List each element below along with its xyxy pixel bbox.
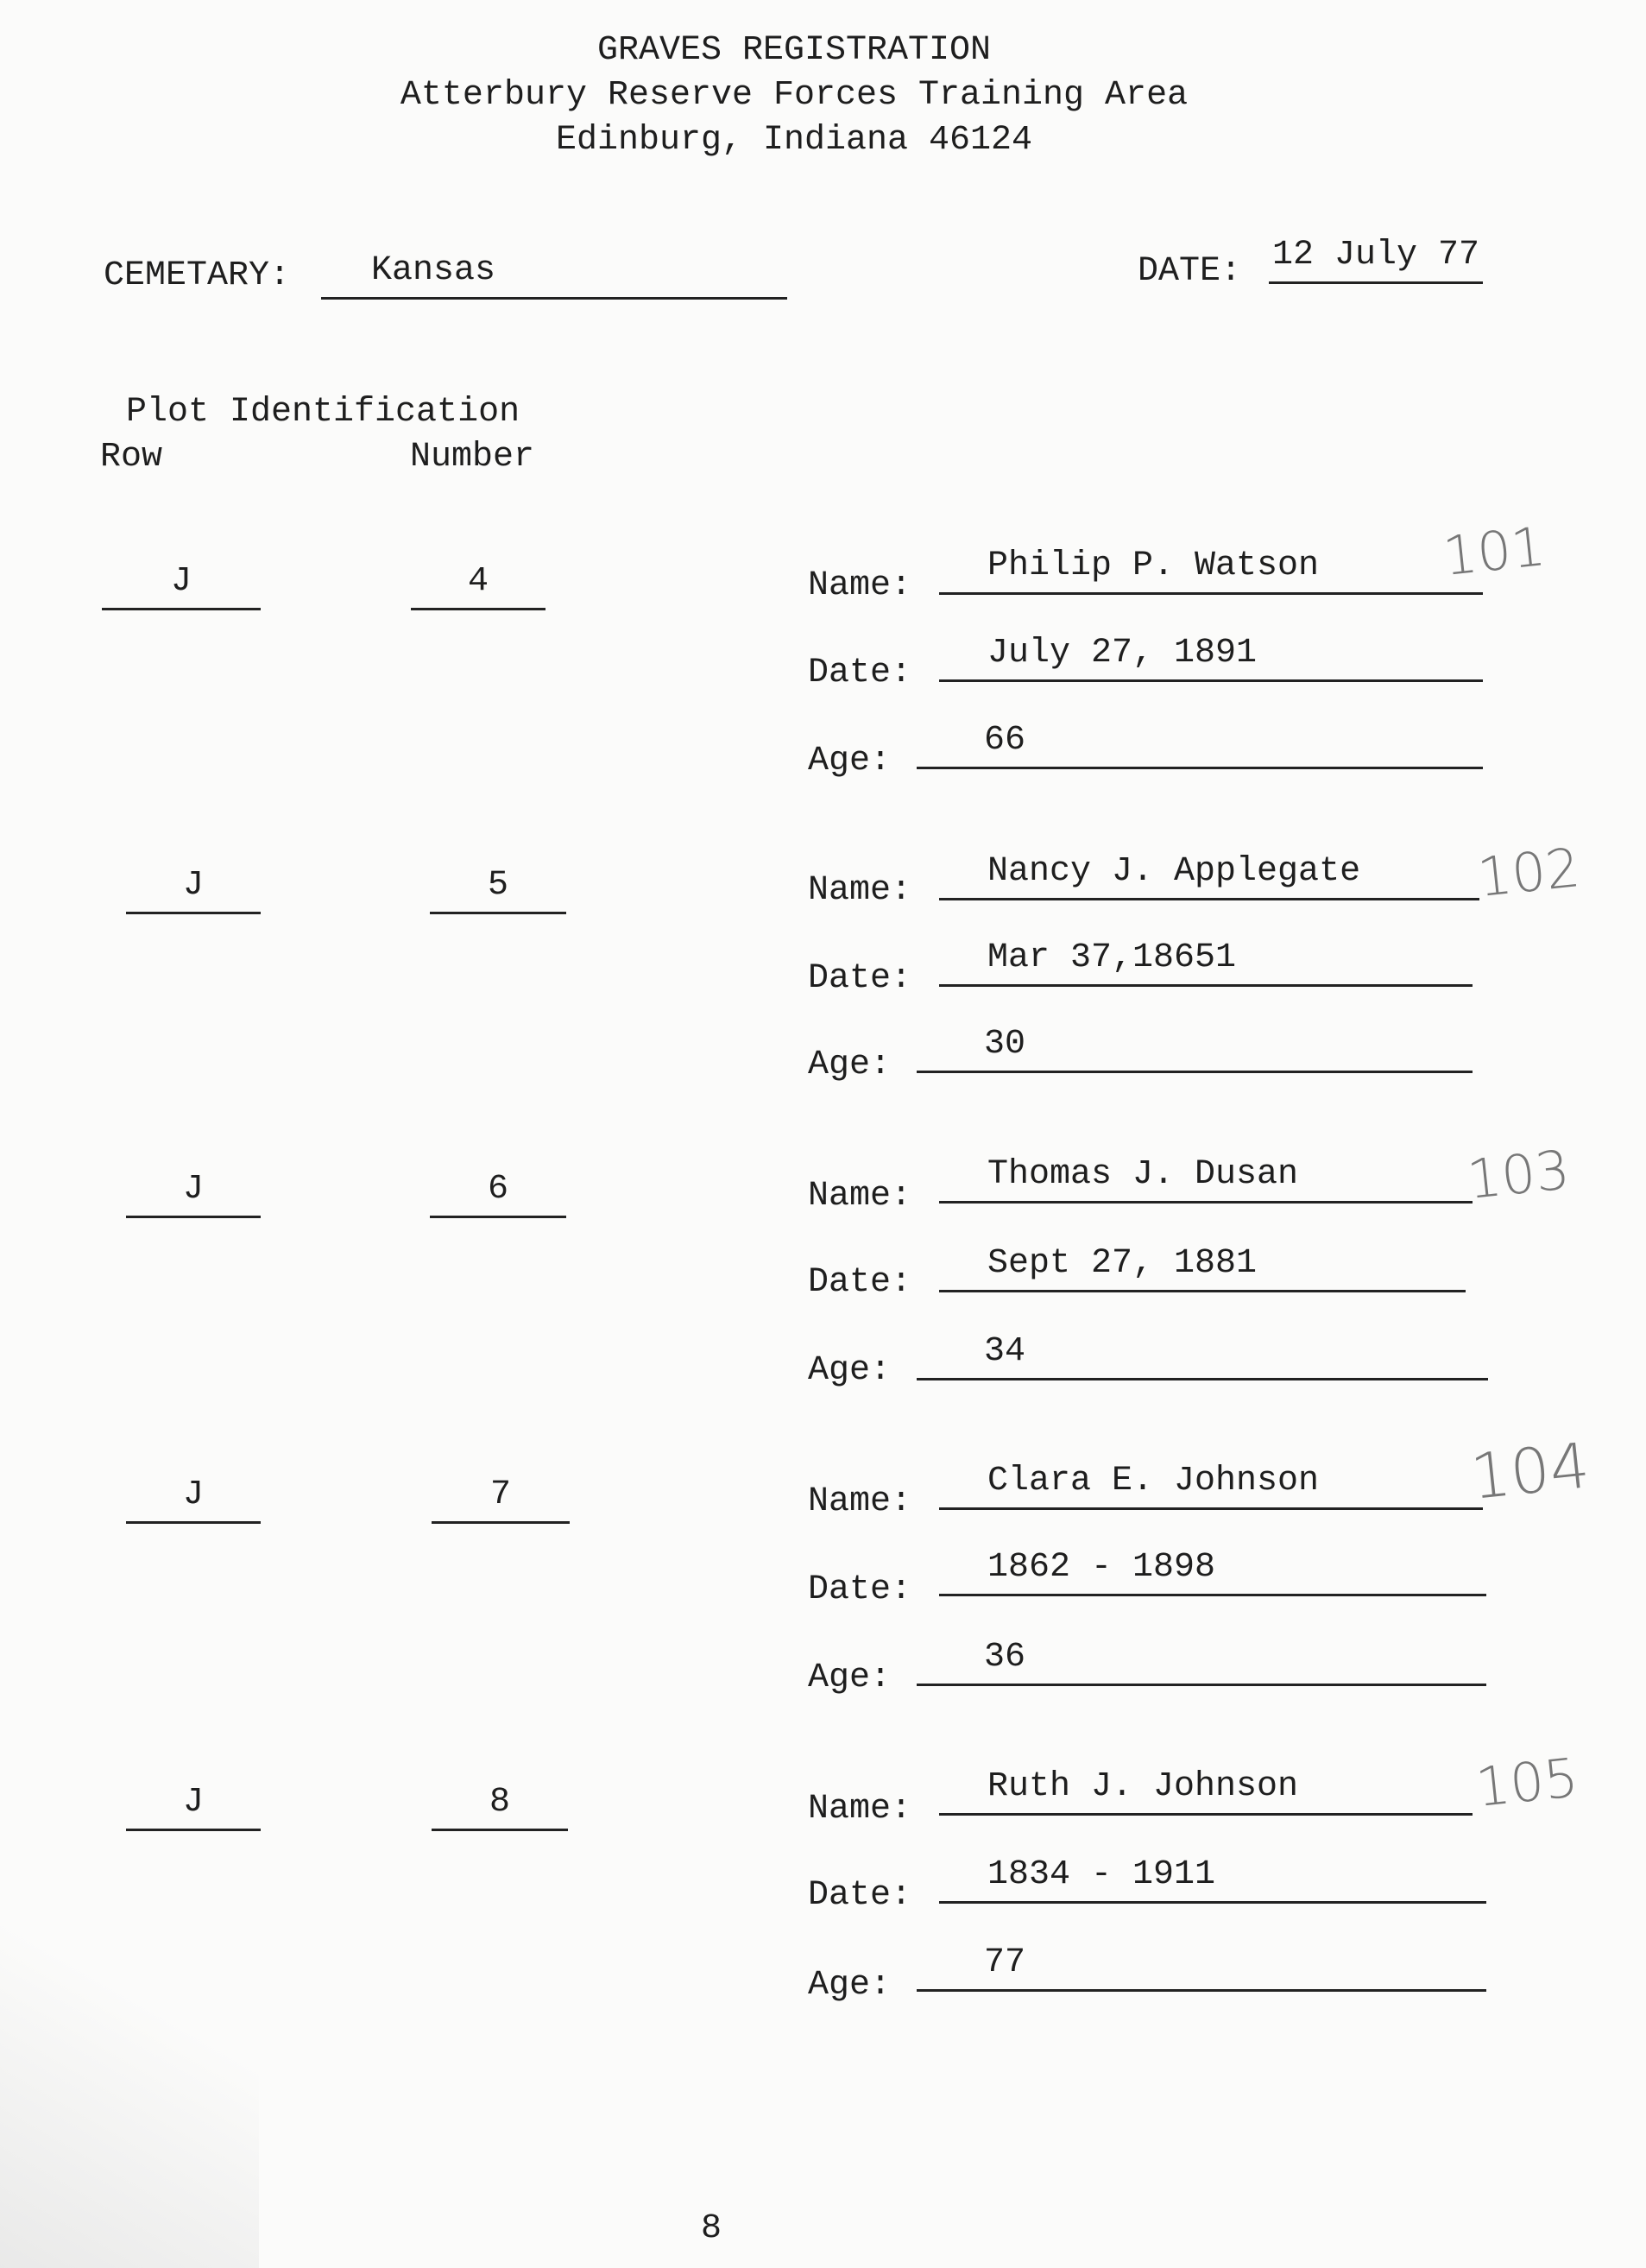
scan-shadow — [0, 1836, 259, 2268]
name-label: Name: — [808, 1482, 912, 1521]
cemetery-label: CEMETARY: — [104, 256, 291, 295]
date-label: Date: — [808, 1876, 912, 1915]
name-value: Philip P. Watson — [987, 546, 1320, 585]
name-value: Clara E. Johnson — [987, 1462, 1320, 1500]
row-value: J — [182, 866, 204, 905]
date-value: Sept 27, 1881 — [987, 1244, 1258, 1283]
date-value: July 27, 1891 — [987, 634, 1258, 673]
date-field — [939, 1548, 1486, 1596]
row-field — [126, 1783, 261, 1831]
number-field — [432, 1475, 570, 1524]
name-label: Name: — [808, 871, 912, 910]
date-label: Date: — [808, 1570, 912, 1609]
date-label: DATE: — [1138, 252, 1242, 291]
name-field — [939, 852, 1479, 900]
age-label: Age: — [808, 1658, 892, 1697]
row-field — [126, 866, 261, 914]
age-field — [917, 1943, 1486, 1992]
number-field — [411, 562, 546, 610]
date-field — [939, 1855, 1486, 1904]
age-value: 34 — [984, 1332, 1026, 1371]
name-value: Ruth J. Johnson — [987, 1767, 1299, 1806]
row-value: J — [182, 1170, 204, 1209]
name-label: Name: — [808, 566, 912, 605]
number-value: 7 — [489, 1475, 511, 1514]
age-value: 36 — [984, 1638, 1026, 1677]
number-column-label: Number — [410, 438, 535, 477]
name-field — [939, 1155, 1473, 1203]
handwritten-number: 101 — [1440, 515, 1548, 588]
date-label: Date: — [808, 654, 912, 692]
row-field — [126, 1475, 261, 1524]
row-field — [126, 1170, 261, 1218]
header-title: GRAVES REGISTRATION — [596, 31, 992, 70]
age-value: 30 — [984, 1025, 1026, 1064]
name-label: Name: — [808, 1177, 912, 1216]
number-field — [432, 1783, 568, 1831]
number-value: 5 — [487, 866, 508, 905]
name-field — [939, 546, 1483, 595]
date-value: 12 July 77 — [1272, 236, 1480, 275]
handwritten-number: 103 — [1464, 1138, 1573, 1211]
row-value: J — [182, 1475, 204, 1514]
number-field — [430, 1170, 566, 1218]
number-value: 6 — [487, 1170, 508, 1209]
name-value: Nancy J. Applegate — [987, 852, 1361, 891]
age-value: 66 — [984, 721, 1026, 760]
date-value: 1834 - 1911 — [987, 1855, 1216, 1894]
age-label: Age: — [808, 1046, 892, 1084]
number-value: 4 — [467, 562, 489, 601]
name-value: Thomas J. Dusan — [987, 1155, 1299, 1194]
row-value: J — [182, 1783, 204, 1822]
handwritten-number: 104 — [1466, 1429, 1593, 1513]
age-label: Age: — [808, 1966, 892, 2005]
row-column-label: Row — [100, 438, 163, 477]
cemetery-field — [321, 251, 787, 300]
row-value: J — [170, 562, 192, 601]
header-address: Edinburg, Indiana 46124 — [555, 121, 1033, 160]
date-field — [939, 938, 1473, 987]
row-field — [102, 562, 261, 610]
age-label: Age: — [808, 742, 892, 780]
age-field — [917, 1025, 1473, 1073]
age-field — [917, 1332, 1488, 1380]
number-field — [430, 866, 566, 914]
cemetery-value: Kansas — [371, 251, 496, 290]
date-label: Date: — [808, 1263, 912, 1302]
page-number: 8 — [701, 2209, 722, 2248]
date-label: Date: — [808, 959, 912, 998]
name-label: Name: — [808, 1790, 912, 1829]
date-field — [1269, 236, 1483, 284]
number-value: 8 — [489, 1783, 510, 1822]
handwritten-number: 102 — [1474, 836, 1583, 909]
date-field — [939, 634, 1483, 682]
age-field — [917, 1638, 1486, 1686]
date-value: 1862 - 1898 — [987, 1548, 1216, 1587]
header-subtitle: Atterbury Reserve Forces Training Area — [400, 76, 1189, 115]
age-field — [917, 721, 1483, 769]
date-field — [939, 1244, 1466, 1292]
date-value: Mar 37,18651 — [987, 938, 1237, 977]
plot-identification-heading: Plot Identification — [126, 393, 520, 432]
name-field — [939, 1462, 1483, 1510]
name-field — [939, 1767, 1473, 1816]
handwritten-number: 105 — [1473, 1746, 1581, 1819]
age-label: Age: — [808, 1351, 892, 1390]
age-value: 77 — [984, 1943, 1026, 1982]
